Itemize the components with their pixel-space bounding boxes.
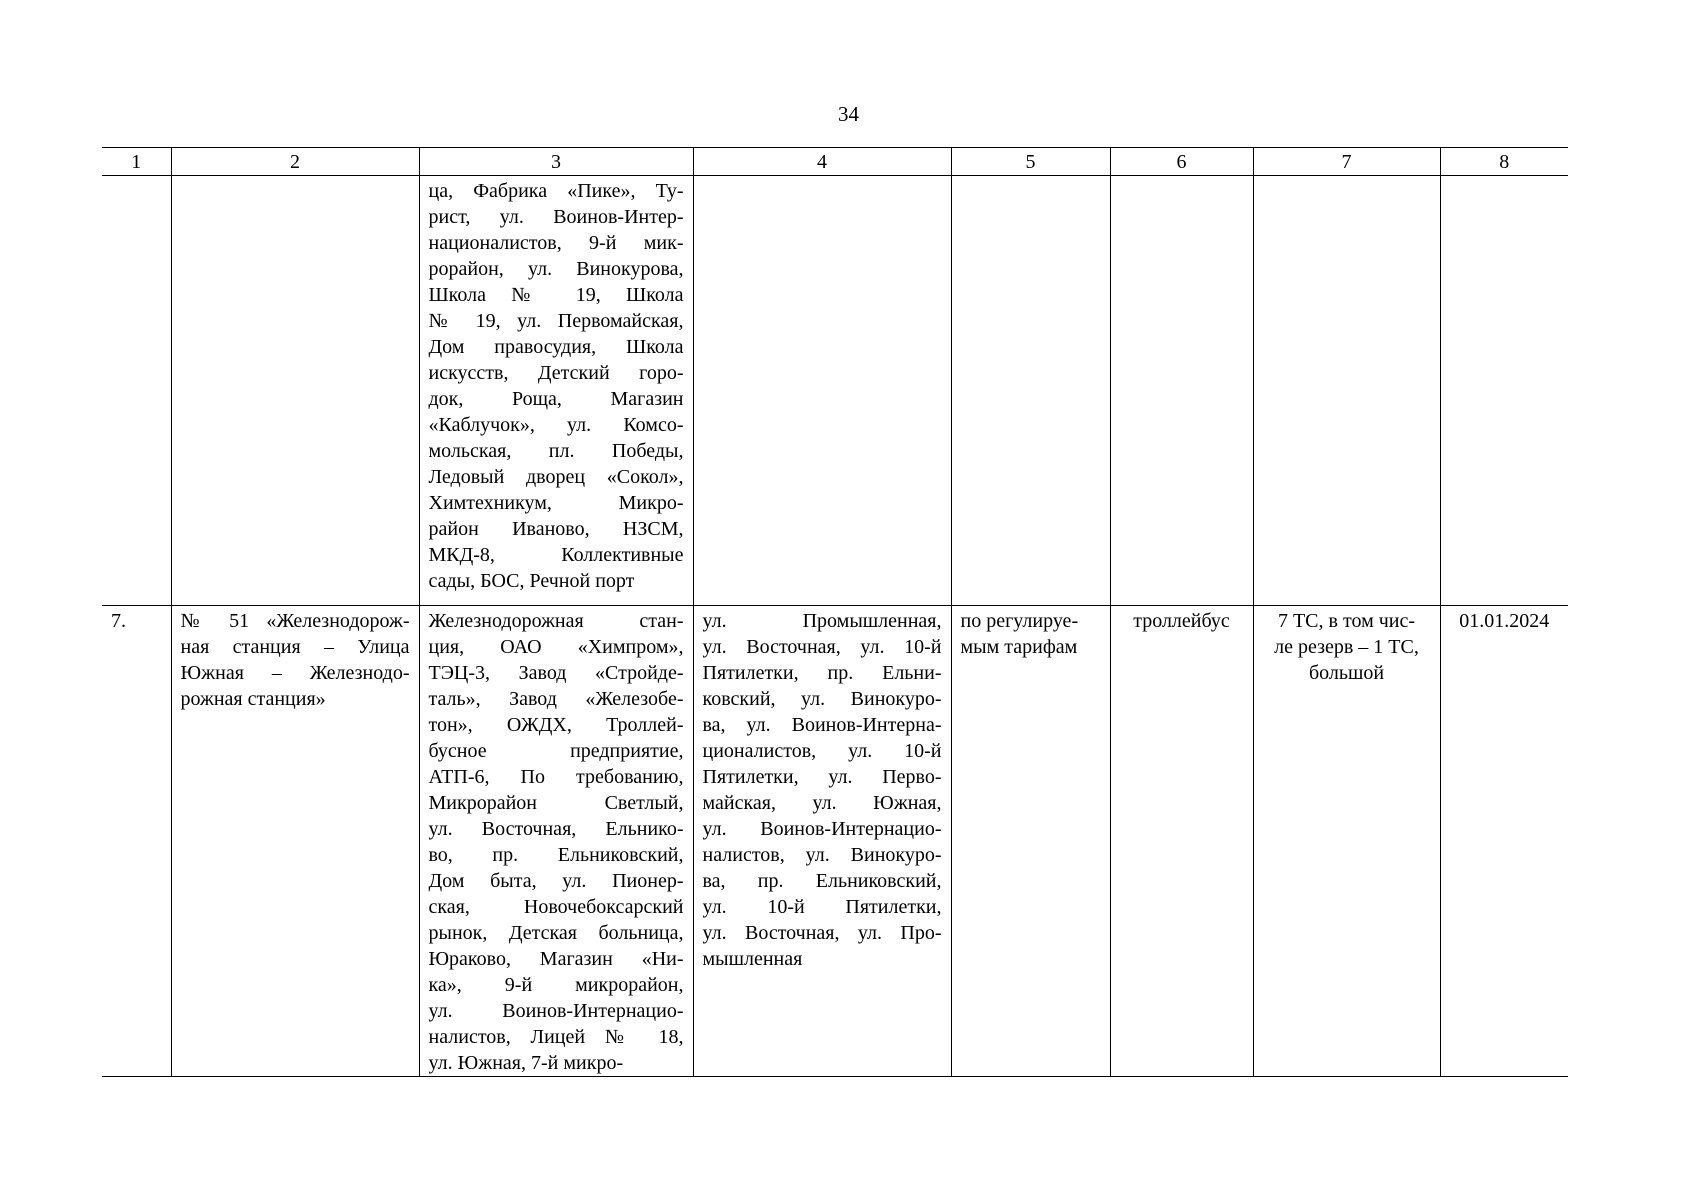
text-line: по регулируе- (960, 610, 1079, 632)
text-line: Пятилетки, пр. Ельни- (702, 662, 942, 684)
cell-stops (419, 176, 693, 606)
page-number: 34 (838, 102, 859, 126)
text-line: бусное предприятие, (428, 740, 684, 762)
cell-date (1440, 176, 1568, 606)
text-line: тон», ОЖДХ, Троллей- (428, 714, 684, 736)
table-row-7 (102, 606, 1568, 1077)
text-line: № 19, ул. Первомайская, (428, 310, 684, 332)
text-line: во, пр. Ельниковский, (428, 844, 684, 866)
text-line: майская, ул. Южная, (702, 792, 942, 814)
text-line: налистов, ул. Винокуро- (702, 844, 942, 866)
cell-number (102, 176, 171, 606)
text-line: АТП-6, По требованию, (428, 766, 684, 788)
text-line: ул. Промышленная, (702, 610, 942, 632)
text-line: МКД-8, Коллективные (428, 544, 684, 566)
text-line: ул. Воинов-Интернацио- (702, 818, 942, 840)
text-line: ная станция – Улица (180, 636, 410, 658)
text-line: рист, ул. Воинов-Интер- (428, 206, 684, 228)
col-header-3: 3 (419, 148, 693, 176)
text-line: ция, ОАО «Химпром», (428, 636, 684, 658)
cell-vehicles (1253, 176, 1440, 606)
text-line: таль», Завод «Железобе- (428, 688, 684, 710)
routes-table (102, 147, 1568, 1077)
streets-text (703, 608, 942, 972)
text-line: Химтехникум, Микро- (428, 492, 684, 514)
cell-date: 01.01.2024 (1440, 606, 1568, 1077)
stops-text (429, 608, 684, 1076)
text-line: мольская, пл. Победы, (428, 440, 684, 462)
header-row (102, 148, 1568, 176)
text-line: ковский, ул. Винокуро- (702, 688, 942, 710)
text-line: ционалистов, ул. 10-й (702, 740, 942, 762)
text-line: Школа № 19, Школа (428, 284, 684, 306)
col-header-1: 1 (102, 148, 171, 176)
text-line: ул. Восточная, Ельнико- (428, 818, 684, 840)
cell-route (171, 606, 419, 1077)
cell-stops (419, 606, 693, 1077)
text-line: большой (1308, 662, 1385, 684)
text-line: ул. Восточная, ул. Про- (702, 922, 942, 944)
tariff-text (961, 608, 1101, 660)
text-line: район Иваново, НЗСМ, (428, 518, 684, 540)
text-line: искусств, Детский горо- (428, 362, 684, 384)
text-line: ская, Новочебоксарский (428, 896, 684, 918)
text-line: ка», 9-й микрорайон, (428, 974, 684, 996)
text-line: «Каблучок», ул. Комсо- (428, 414, 684, 436)
col-header-6: 6 (1110, 148, 1253, 176)
route-text (181, 608, 410, 712)
text-line: рорайон, ул. Винокурова, (428, 258, 684, 280)
text-line: ТЭЦ-3, Завод «Стройде- (428, 662, 684, 684)
text-line: ва, пр. Ельниковский, (702, 870, 942, 892)
text-line: 7 ТС, в том чис- (1277, 610, 1416, 632)
text-line: ца, Фабрика «Пике», Ту- (428, 180, 684, 202)
col-header-5: 5 (951, 148, 1110, 176)
text-line: Пятилетки, ул. Перво- (702, 766, 942, 788)
text-line: Железнодорожная стан- (428, 610, 684, 632)
col-header-2: 2 (171, 148, 419, 176)
text-line: Южная – Железнодо- (180, 662, 410, 684)
text-line: мым тарифам (960, 636, 1078, 658)
text-line: № 51 «Железнодорож- (180, 610, 410, 632)
cell-streets (693, 176, 951, 606)
text-line: ул. Южная, 7-й микро- (428, 1052, 624, 1074)
text-line: ле резерв – 1 ТС, (1274, 636, 1419, 658)
text-line: док, Роща, Магазин (428, 388, 684, 410)
text-line: ул. 10-й Пятилетки, (702, 896, 942, 918)
text-line: рожная станция» (180, 688, 326, 710)
text-line: Дом правосудия, Школа (428, 336, 684, 358)
text-line: Микрорайон Светлый, (428, 792, 684, 814)
text-line: ул. Восточная, ул. 10-й (702, 636, 942, 658)
text-line: сады, БОС, Речной порт (428, 570, 635, 592)
table-row-continuation (102, 176, 1568, 606)
cell-vehicle-type (1110, 176, 1253, 606)
stops-text (429, 178, 684, 594)
text-line: ул. Воинов-Интернацио- (428, 1000, 684, 1022)
cell-vehicle-type: троллейбус (1110, 606, 1253, 1077)
text-line: рынок, Детская больница, (428, 922, 684, 944)
text-line: Юраково, Магазин «Ни- (428, 948, 684, 970)
text-line: Дом быта, ул. Пионер- (428, 870, 684, 892)
cell-route (171, 176, 419, 606)
col-header-8: 8 (1440, 148, 1568, 176)
text-line: налистов, Лицей № 18, (428, 1026, 684, 1048)
cell-tariff (951, 176, 1110, 606)
cell-number: 7. (102, 606, 171, 1077)
vehicles-text (1263, 608, 1431, 686)
cell-tariff (951, 606, 1110, 1077)
text-line: Ледовый дворец «Сокол», (428, 466, 684, 488)
col-header-4: 4 (693, 148, 951, 176)
text-line: националистов, 9-й мик- (428, 232, 684, 254)
col-header-7: 7 (1253, 148, 1440, 176)
cell-vehicles (1253, 606, 1440, 1077)
text-line: мышленная (702, 948, 803, 970)
cell-streets (693, 606, 951, 1077)
text-line: ва, ул. Воинов-Интерна- (702, 714, 942, 736)
